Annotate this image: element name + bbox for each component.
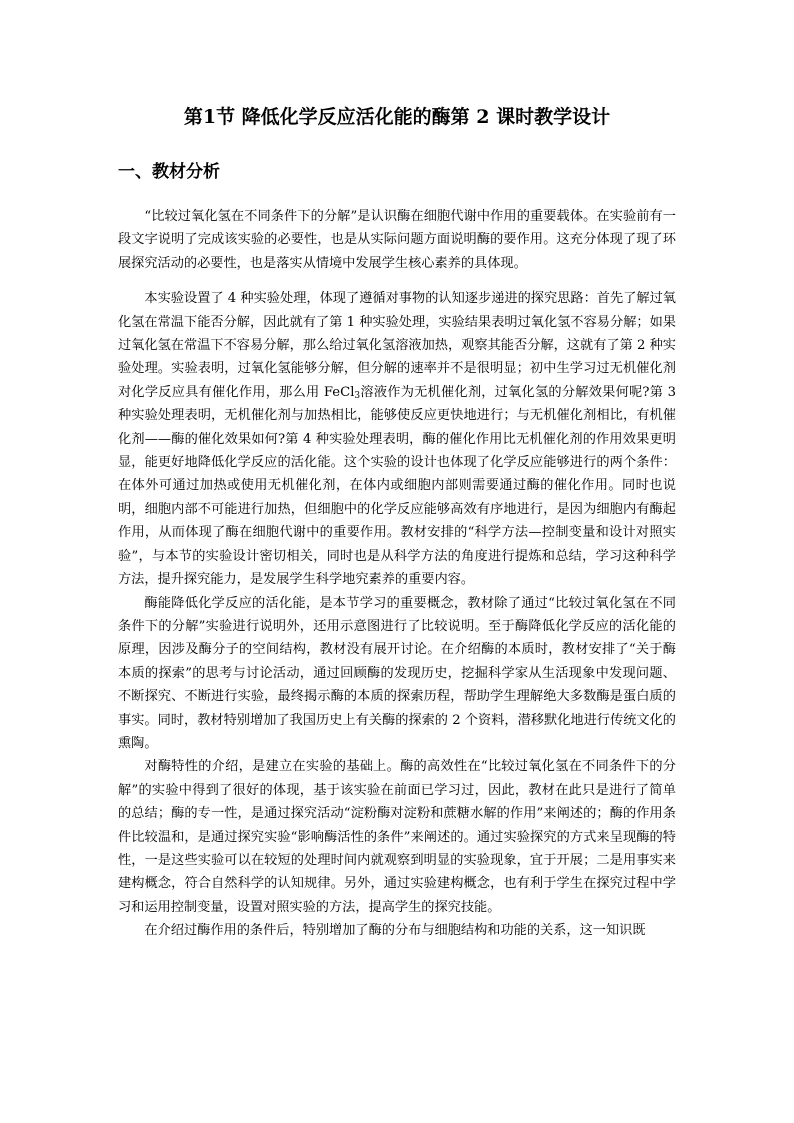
- paragraph-2: [118, 287, 676, 591]
- paragraph-2-part-1: 本实验设置了 4 种实验处理，体现了遵循对事物的认知逐步递进的探究思路：首先了解过氧化氢在常温下能否分解，因此就有了第 1 种实验处理，实验结果表明过氧化氢不容易分解；如果过氧化氢在常温下不容易分解，那么给过氧化氢溶液加热，观察其能否分解，这就有了第 2 种实验处理。实验表明，过氧化氢能够分解，但分解的速率并不是很明显；初中生学习过无机催化剂对化学反应具有催化作用，那么用 FeCl: [118, 291, 676, 400]
- paragraph-1: “比较过氧化氢在不同条件下的分解”是认识酶在细胞代谢中作用的重要载体。在实验前有一段文字说明了完成该实验的必要性，也是从实际问题方面说明酶的要作用。这充分体现了现了环展探究活动的必要性，也是落实从情境中发展学生核心素养的具体现。: [118, 209, 676, 271]
- paragraph-2-subscript: 3: [354, 390, 361, 401]
- document-body: [118, 205, 676, 943]
- paragraph-4: 对酶特性的介绍，是建立在实验的基础上。酶的高效性在“比较过氧化氢在不同条件下的分解”的实验中得到了很好的体现，基于该实验在前面已学习过，因此，教材在此只是进行了简单的总结；酶的专一性，是通过探究活动“淀粉酶对淀粉和蔗糖水解的作用”来阐述的；酶的作用条件比较温和，是通过探究实验“影响酶活性的条件”来阐述的。通过实验探究的方式来呈现酶的特性，一是这些实验可以在较短的处理时间内就观察到明显的实验现象，宜于开展；二是用事实来建构概念，符合自然科学的认知规律。另外，通过实验建构概念，也有利于学生在探究过程中学习和运用控制变量，设置对照实验的方法，提高学生的探究技能。: [118, 759, 676, 915]
- paragraph-2-part-2: 溶液作为无机催化剂，过氧化氢的分解效果何呢?第 3 种实验处理表明，无机催化剂与加热相比，能够使反应更快地进行；与无机催化剂相比，有机催化剂——酶的催化效果如何?第 4 种实验处理表明，酶的催化作用比无机催化剂的作用效果更明显，能更好地降低化学反应的活化能。这个实验的设计也体现了化学反应能够进行的两个条件：在体外可通过加热或使用无机催化剂，在体内或细胞内部则需要通过酶的催化作用。同时也说明，细胞内部不可能进行加热，但细胞中的化学反应能够高效有序地进行，是因为细胞内有酶起作用，从而体现了酶在细胞代谢中的重要作用。教材安排的“科学方法—控制变量和设计对照实验”，与本节的实验设计密切相关，同时也是从科学方法的角度进行提炼和总结，学习这种科学方法，提升探究能力，是发展学生科学地究素养的重要内容。: [118, 384, 676, 588]
- paragraph-5: 在介绍过酶作用的条件后，特别增加了酶的分布与细胞结构和功能的关系，这一知识既: [144, 923, 646, 939]
- paragraph-3: 酶能降低化学反应的活化能，是本节学习的重要概念，教材除了通过“比较过氧化氢在不同条件下的分解”实验进行说明外，还用示意图进行了比较说明。至于酶降低化学反应的活化能的原理，因涉及酶分子的空间结构，教材没有展开讨论。在介绍酶的本质时，教材安排了“关于酶本质的探索”的思考与讨论活动，通过回顾酶的发现历史，挖掘科学家从生活现象中发现问题、不断探究、不断进行实验，最终揭示酶的本质的探索历程，帮助学生理解绝大多数酶是蛋白质的事实。同时，教材特别增加了我国历史上有关酶的探索的 2 个资料，潜移默化地进行传统文化的熏陶。: [118, 595, 676, 751]
- document-title: 第1节 降低化学反应活化能的酶第 2 课时教学设计: [183, 106, 611, 128]
- section-heading: 一、教材分析: [118, 162, 220, 182]
